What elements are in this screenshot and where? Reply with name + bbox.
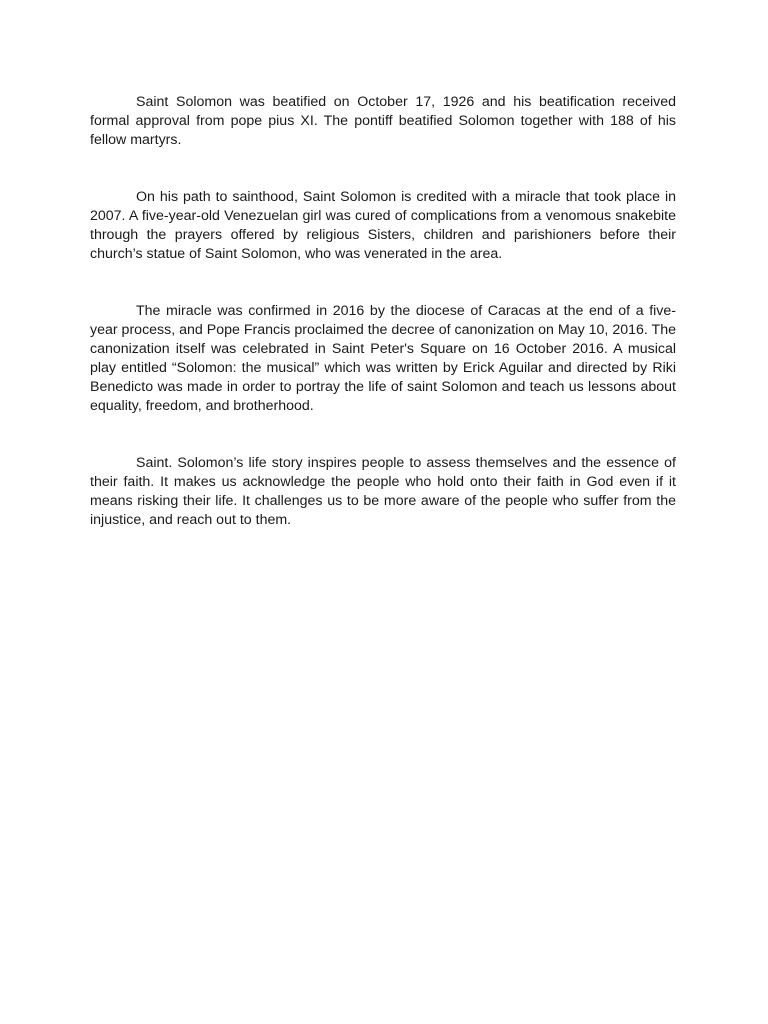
paragraph-canonization: The miracle was confirmed in 2016 by the diocese of Caracas at the end of a five-year process, and Pope Francis proclaimed the decree of canonization on May 10, 2016. The canonization itself was celebrated in Saint Peter's Square on 16 October 2016. A musical play entitled “Solomon: the musical” which was written by Erick Aguilar and directed by Riki Benedicto was made in order to portray the life of saint Solomon and teach us lessons about equality, freedom, and brotherhood. — [90, 303, 676, 414]
paragraph-miracle: On his path to sainthood, Saint Solomon is credited with a miracle that took place in 2007. A five-year-old Venezuelan girl was cured of complications from a venomous snakebite through the prayers offered by religious Sisters, children and parishioners before their church’s statue of Saint Solomon, who was venerated in the area. — [90, 189, 676, 262]
document-body — [90, 93, 676, 530]
paragraph-inspiration: Saint. Solomon’s life story inspires people to assess themselves and the essence of their faith. It makes us acknowledge the people who hold onto their faith in God even if it means risking their life. It challenges us to be more aware of the people who suffer from the injustice, and reach out to them. — [90, 455, 676, 528]
paragraph-beatification: Saint Solomon was beatified on October 17, 1926 and his beatification received formal approval from pope pius XI. The pontiff beatified Solomon together with 188 of his fellow martyrs. — [90, 94, 676, 148]
